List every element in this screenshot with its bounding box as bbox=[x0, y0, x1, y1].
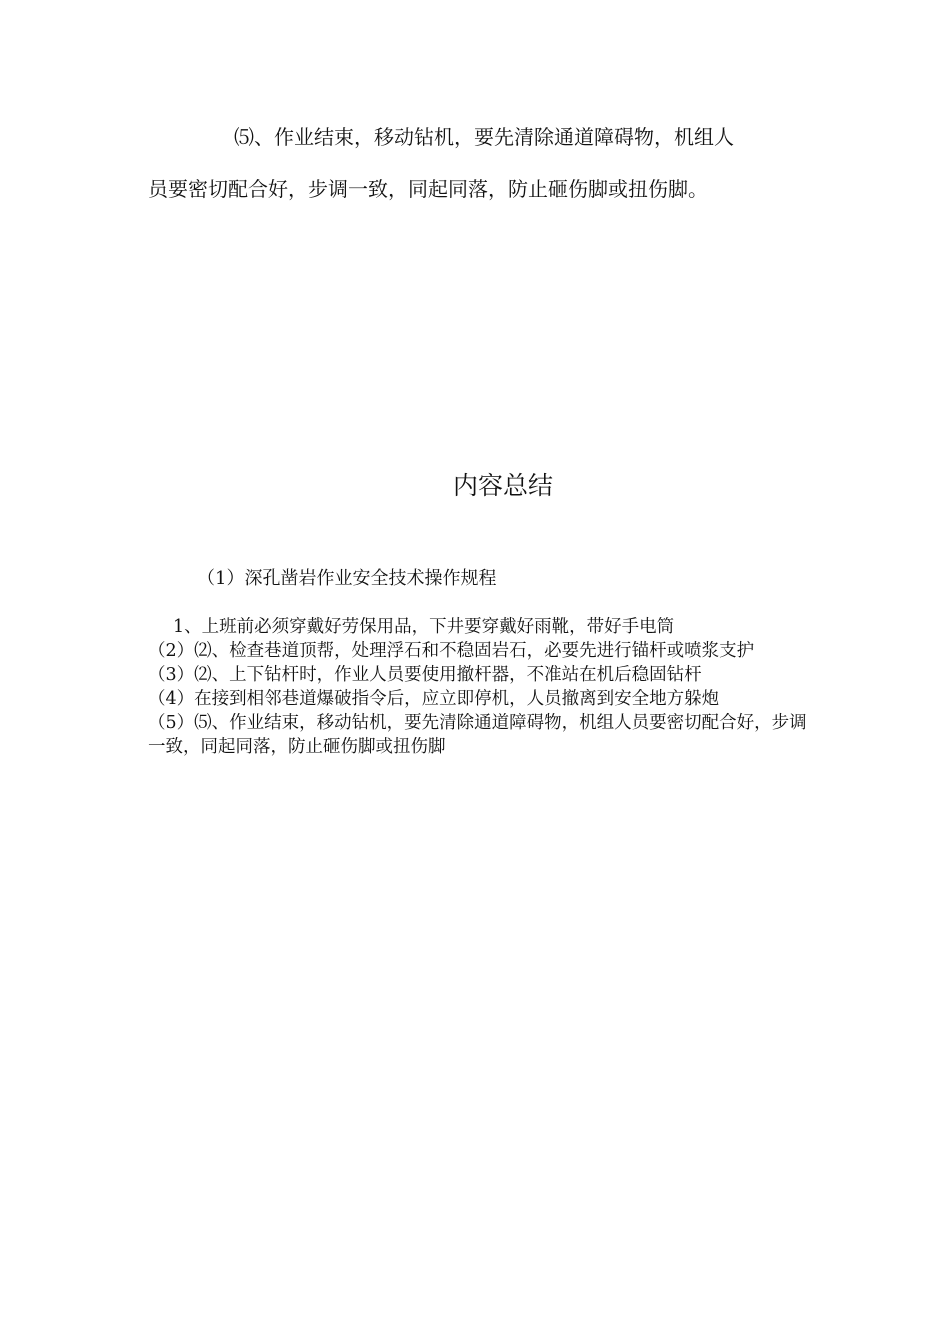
summary-item-3: （3）⑵、上下钻杆时，作业人员要使用撤杆器，不准站在机后稳固钻杆 bbox=[148, 665, 702, 685]
summary-item-1: 1、上班前必须穿戴好劳保用品，下井要穿戴好雨靴，带好手电筒 bbox=[173, 617, 675, 637]
summary-list bbox=[148, 615, 808, 759]
summary-subtitle: （1）深孔凿岩作业安全技术操作规程 bbox=[197, 568, 497, 589]
summary-title: 内容总结 bbox=[452, 471, 553, 500]
summary-item-5: （5）⑸、作业结束，移动钻机，要先清除通道障碍物，机组人员要密切配合好，步调一致，同起同落，防止砸伤脚或扭伤脚 bbox=[148, 713, 807, 757]
intro-paragraph-line-2: 员要密切配合好，步调一致，同起同落，防止砸伤脚或扭伤脚。 bbox=[148, 177, 708, 201]
summary-item-4: （4）在接到相邻巷道爆破指令后，应立即停机，人员撤离到安全地方躲炮 bbox=[148, 689, 720, 709]
summary-item-2: （2）⑵、检查巷道顶帮，处理浮石和不稳固岩石，必要先进行锚杆或喷浆支护 bbox=[148, 641, 755, 661]
intro-paragraph-line-1: ⑸、作业结束，移动钻机，要先清除通道障碍物，机组人 bbox=[234, 125, 734, 149]
